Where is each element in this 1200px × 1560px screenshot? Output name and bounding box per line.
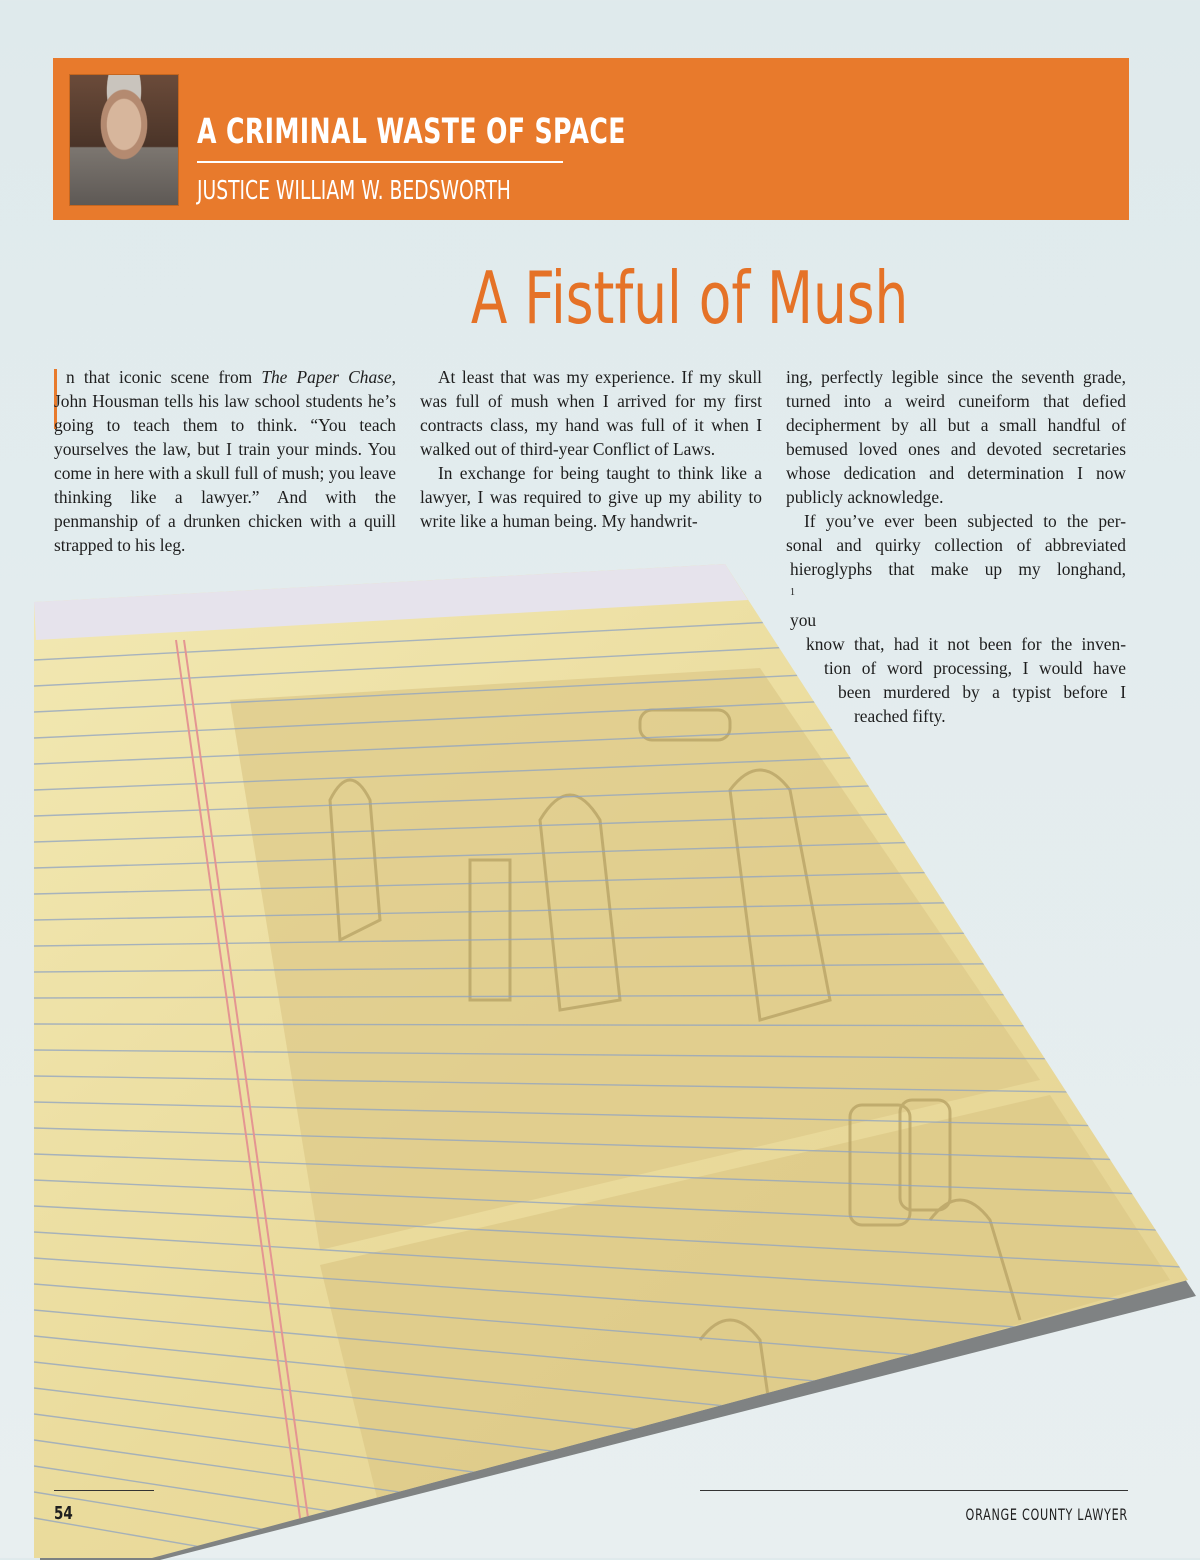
publication-name: ORANGE COUNTY LAWYER — [965, 1505, 1128, 1524]
text-line: reached fifty. — [854, 705, 946, 726]
paragraph: ing, perfectly legible since the seventh grade, turned into a weird cuneiform that defied decipherment by all but a small handful of bemused loved ones and devoted secretaries whose dedication and determination I now publicly acknowledge. — [786, 367, 1126, 507]
column-banner — [53, 58, 1129, 220]
paragraph — [54, 365, 396, 557]
article-column-2 — [420, 365, 762, 533]
article-column-1 — [54, 365, 396, 557]
text-line: tion of word processing, I would have — [824, 657, 1126, 678]
text-line: been murdered by a typist before I — [838, 681, 1126, 702]
author-photo — [69, 74, 179, 206]
text-fragment: you — [790, 609, 817, 630]
text-fragment: hieroglyphs that make up my longhand, — [790, 559, 1126, 579]
page-number: 54 — [54, 1503, 73, 1524]
paragraph: In exchange for being taught to think like a lawyer, I was required to give up my ability to write like a human being. My handwrit- — [420, 463, 762, 531]
film-title: The Paper Chase — [261, 367, 392, 387]
column-title-rule — [197, 161, 563, 163]
footer-rule — [700, 1490, 1128, 1491]
paragraph: At least that was my experience. If my skull was full of mush when I arrived for my first contracts class, my hand was full of it when I walked out of third-year Conflict of Laws. — [420, 367, 762, 459]
column-header — [197, 110, 793, 206]
footer-rule — [54, 1490, 154, 1491]
text-line: know that, had it not been for the inven- — [806, 633, 1126, 654]
paragraph-lead: n that iconic scene from — [66, 367, 262, 387]
footnote-mark: 1 — [790, 587, 795, 598]
article-column-3 — [786, 365, 1126, 728]
article-headline — [0, 256, 1200, 340]
paragraph-body: John Housman tells his law school students he’s going to teach them to think. “You teach yourselves the law, but I train your minds. You come in here with a skull full of mush; you leave thinking like a lawyer.” And with the penmanship of a drunken chicken with a quill strapped to his leg. — [54, 391, 396, 555]
text-line: sonal and quirky collection of abbreviated — [786, 535, 1126, 555]
text-line: If you’ve ever been subjected to the per- — [804, 511, 1126, 531]
text-line-with-footnote — [790, 557, 1126, 632]
wrapped-paragraph — [786, 509, 1126, 728]
punctuation: , — [391, 367, 396, 387]
headline-text: A Fistful of Mush — [471, 256, 909, 340]
column-author: JUSTICE WILLIAM W. BEDSWORTH — [197, 176, 511, 206]
column-title: A CRIMINAL WASTE OF SPACE — [197, 112, 626, 152]
